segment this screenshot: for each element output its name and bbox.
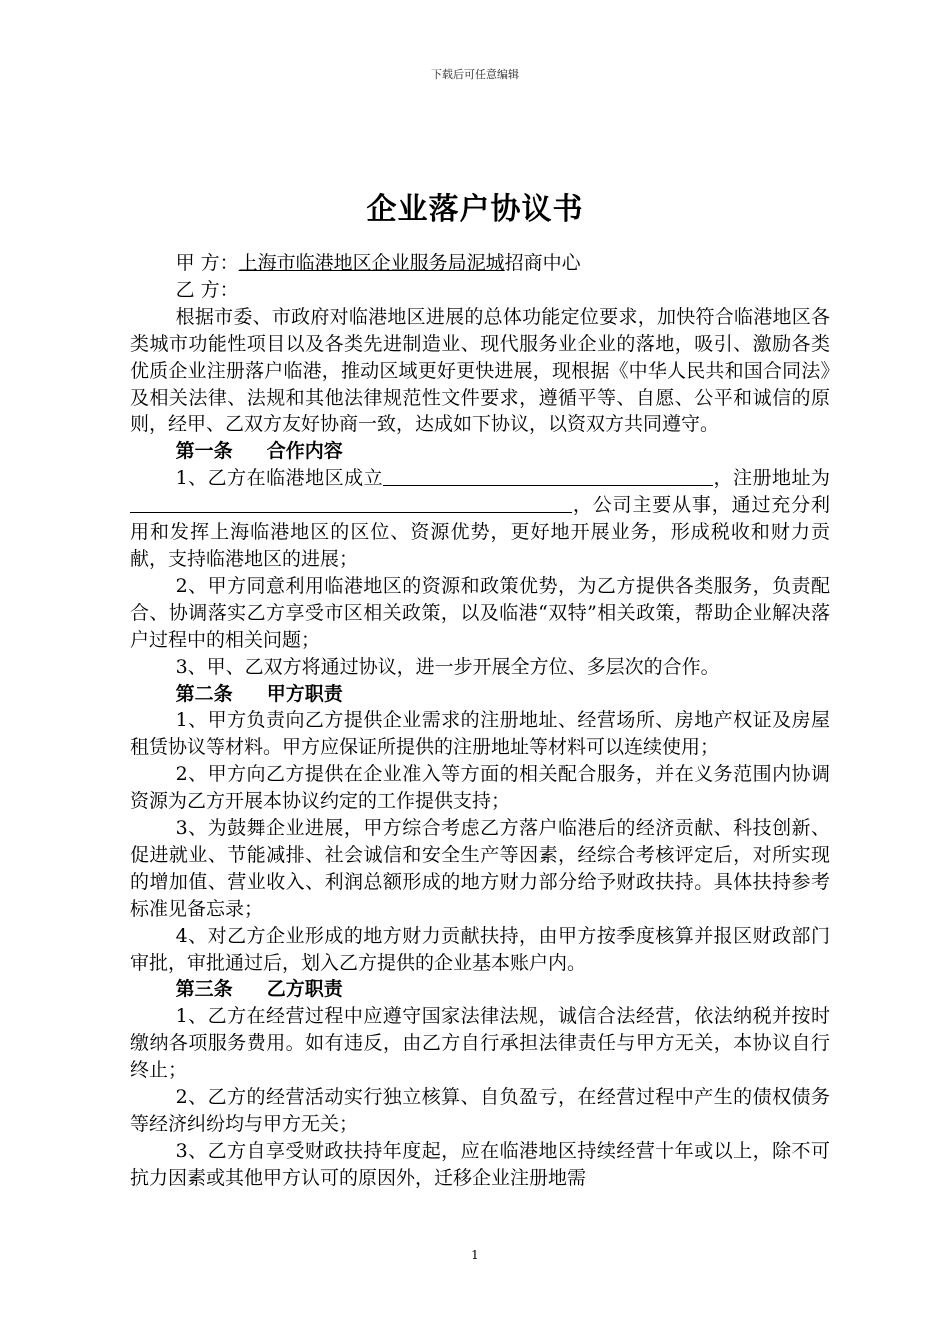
article-3-item-3: 3、乙方自享受财政扶持年度起，应在临港地区持续经营十年或以上，除不可抗力因素或其他甲方认可的原因外，迁移企业注册地需	[130, 1139, 830, 1189]
article-1-item-3: 3、甲、乙双方将通过协议，进一步开展全方位、多层次的合作。	[175, 655, 720, 678]
article-1-item-2: 2、甲方同意利用临港地区的资源和政策优势，为乙方提供各类服务，负责配合、协调落实乙方享受市区相关政策，以及临港“双特”相关政策，帮助企业解决落户过程中的相关问题；	[130, 574, 830, 651]
article-2-item-4: 4、对乙方企业形成的地方财力贡献扶持，由甲方按季度核算并报区财政部门审批，审批通过后，划入乙方提供的企业基本账户内。	[130, 924, 830, 974]
article-2-item-3: 3、为鼓舞企业进展，甲方综合考虑乙方落户临港后的经济贡献、科技创新、促进就业、节能减排、社会诚信和安全生产等因素，经综合考核评定后，对所实现的增加值、营业收入、利润总额形成的地方财力部分给予财政扶持。具体扶持参考标准见备忘录；	[130, 817, 830, 920]
article-1-item-1	[130, 465, 830, 573]
article-2-number: 第二条	[175, 682, 233, 705]
company-name-blank	[383, 466, 713, 486]
article-1-item-1-part-c: ，公司主要从事，通过充分利用和发挥上海临港地区的区位、资源优势，更好地开展业务，形成税收和财力贡献，支持临港地区的进展；	[130, 494, 830, 570]
article-2-heading	[130, 681, 830, 708]
document-title: 企业落户协议书	[366, 192, 584, 227]
article-2-item-2: 2、甲方向乙方提供在企业准入等方面的相关配合服务，并在义务范围内协调资源为乙方开展本协议约定的工作提供支持；	[130, 763, 830, 813]
article-3-item-1: 1、乙方在经营过程中应遵守国家法律法规，诚信合法经营，依法纳税并按时缴纳各项服务费用。如有违反，由乙方自行承担法律责任与甲方无关，本协议自行终止；	[130, 1005, 830, 1082]
party-a-name-underlined: 上海市临港地区企业服务局泥城	[238, 252, 505, 274]
article-1-item-1-part-b: ，注册地址为	[713, 467, 830, 490]
article-3-number: 第三条	[175, 978, 233, 1001]
registered-address-blank	[130, 493, 572, 513]
page-number: 1	[471, 1248, 479, 1262]
article-3-item-2: 2、乙方的经营活动实行独立核算、自负盈亏，在经营过程中产生的债权债务等经济纠纷均与甲方无关；	[130, 1086, 830, 1135]
party-a-line	[130, 250, 830, 277]
page-header-note: 下载后可任意编辑	[431, 68, 519, 81]
party-a-label: 甲 方：	[175, 252, 239, 274]
party-b-label: 乙 方：	[175, 278, 239, 301]
party-b-line	[130, 277, 830, 304]
article-1-heading	[130, 438, 830, 465]
preamble-paragraph: 根据市委、市政府对临港地区进展的总体功能定位要求，加快符合临港地区各类城市功能性项目以及各类先进制造业、现代服务业企业的落地，吸引、激励各类优质企业注册落户临港，推动区域更好更快进展，现根据《中华人民共和国合同法》及相关法律、法规和其他法律规范性文件要求，遵循平等、自愿、公平和诚信的原则，经甲、乙双方友好协商一致，达成如下协议，以资双方共同遵守。	[130, 305, 830, 436]
article-2-title: 甲方职责	[266, 682, 343, 705]
article-1-item-1-part-a: 1、乙方在临港地区成立	[175, 467, 384, 490]
article-3-heading	[130, 976, 830, 1003]
party-a-name-rest: 招商中心	[504, 252, 581, 274]
article-2-item-1: 1、甲方负责向乙方提供企业需求的注册地址、经营场所、房地产权证及房屋租赁协议等材料。甲方应保证所提供的注册地址等材料可以连续使用；	[130, 709, 830, 759]
article-1-number: 第一条	[175, 440, 233, 463]
article-3-title: 乙方职责	[266, 978, 343, 1001]
document-body	[130, 250, 830, 1192]
article-1-title: 合作内容	[266, 440, 343, 463]
